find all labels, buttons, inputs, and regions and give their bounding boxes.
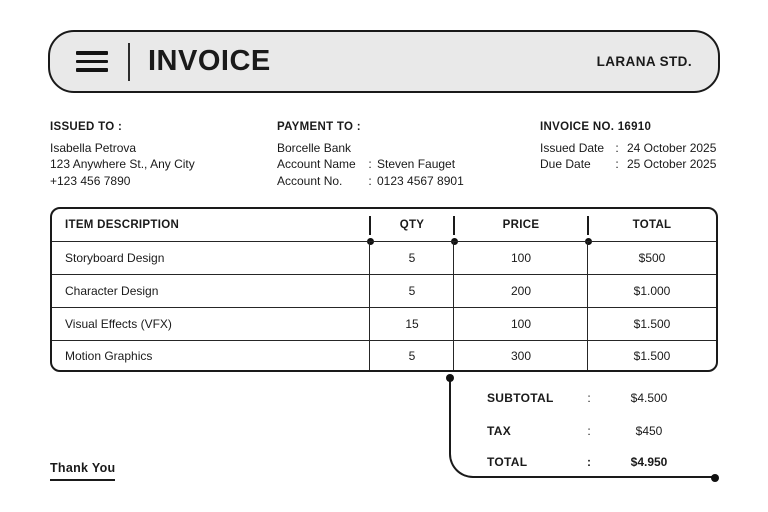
issued-date-row	[540, 140, 730, 157]
item-price: 100	[510, 316, 532, 331]
header-separator	[369, 216, 371, 235]
account-number-label: Account No.	[277, 173, 343, 188]
subtotal-value: $4.500	[630, 391, 668, 405]
item-qty: 5	[408, 349, 416, 363]
item-total: $500	[638, 250, 666, 265]
items-table	[50, 207, 718, 372]
menu-icon-bar	[76, 60, 108, 64]
colon: :	[587, 455, 591, 469]
total-label: TOTAL	[487, 455, 528, 469]
colon: :	[368, 157, 372, 171]
account-name-label: Account Name	[277, 157, 356, 171]
item-description: Storyboard Design	[65, 250, 165, 265]
menu-icon-bar	[76, 51, 108, 55]
item-price: 100	[510, 250, 532, 265]
item-price: 300	[510, 349, 532, 363]
column-header-qty: QTY	[399, 219, 425, 231]
colon: :	[615, 157, 619, 171]
tax-label: TAX	[487, 424, 512, 438]
connector-dot-end	[711, 474, 719, 482]
header-divider	[128, 43, 130, 81]
item-total: $1.500	[633, 349, 671, 363]
account-number-row	[277, 173, 527, 190]
thank-you-note: Thank You	[50, 461, 115, 481]
payment-bank: Borcelle Bank	[277, 140, 352, 155]
payment-to-section	[277, 119, 527, 189]
subtotal-row	[487, 389, 702, 407]
issued-to-address: 123 Anywhere St., Any City	[50, 157, 195, 171]
account-number-value: 0123 4567 8901	[377, 173, 464, 188]
invoice-info-section	[540, 119, 730, 173]
due-date-row	[540, 156, 730, 173]
column-header-price: PRICE	[502, 219, 540, 231]
menu-icon[interactable]	[76, 51, 108, 72]
connector-dot-start	[446, 374, 454, 382]
due-date-value: 25 October 2025	[627, 157, 717, 171]
header	[48, 30, 720, 93]
issued-to-section	[50, 119, 265, 189]
issued-to-phone: +123 456 7890	[50, 173, 131, 188]
account-name-row	[277, 156, 527, 173]
item-description: Character Design	[65, 283, 159, 298]
colon: :	[368, 173, 372, 188]
menu-icon-bar	[76, 68, 108, 72]
tax-row	[487, 422, 702, 440]
total-value: $4.950	[630, 455, 668, 469]
column-header-description: ITEM DESCRIPTION	[65, 219, 180, 231]
item-description: Motion Graphics	[65, 349, 153, 363]
header-separator	[587, 216, 589, 235]
column-header-total: TOTAL	[632, 219, 672, 231]
subtotal-label: SUBTOTAL	[487, 391, 554, 405]
total-row	[487, 453, 702, 471]
colon: :	[615, 140, 619, 155]
brand-name: LARANA STD.	[596, 54, 692, 69]
issued-to-heading: ISSUED TO :	[50, 121, 123, 133]
account-name-value: Steven Fauget	[377, 157, 456, 171]
item-qty: 5	[408, 283, 416, 298]
payment-to-heading: PAYMENT TO :	[277, 121, 361, 133]
invoice-number-heading: INVOICE NO. 16910	[540, 121, 652, 133]
item-price: 200	[510, 283, 532, 298]
header-separator	[453, 216, 455, 235]
item-description: Visual Effects (VFX)	[65, 316, 172, 331]
item-total: $1.000	[633, 283, 671, 298]
colon: :	[587, 391, 591, 405]
tax-value: $450	[635, 424, 663, 438]
issued-to-name: Isabella Petrova	[50, 140, 137, 155]
colon: :	[587, 424, 591, 438]
item-total: $1.500	[633, 316, 671, 331]
due-date-label: Due Date	[540, 157, 591, 171]
issued-date-value: 24 October 2025	[627, 140, 717, 155]
item-qty: 5	[408, 250, 416, 265]
page-title: INVOICE	[148, 45, 271, 77]
issued-date-label: Issued Date	[540, 140, 605, 155]
item-qty: 15	[405, 316, 419, 331]
